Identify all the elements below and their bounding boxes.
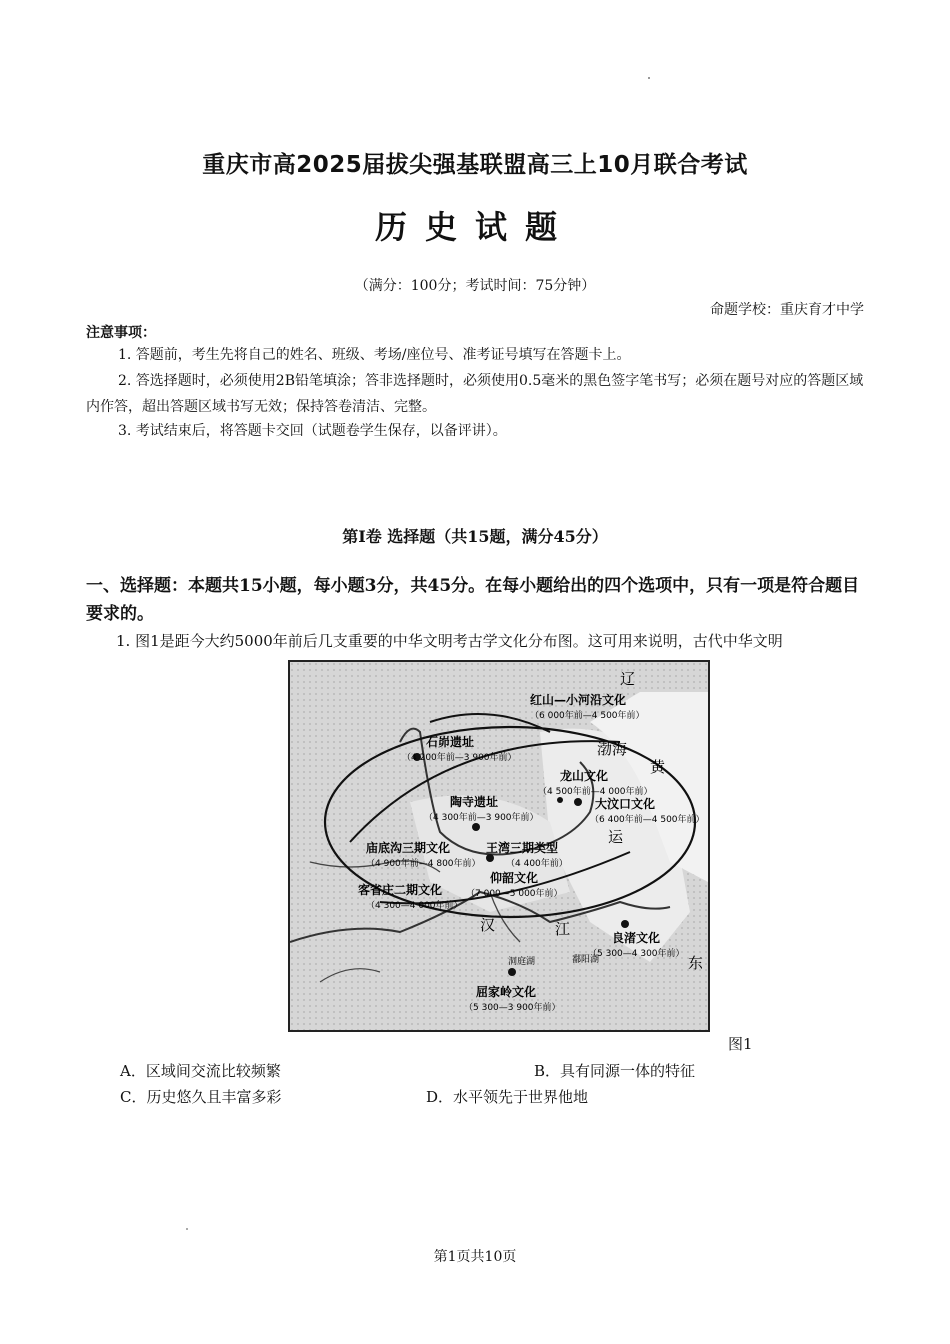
- culture-distribution-map: [288, 660, 710, 1032]
- page-footer: 第1页共10页: [433, 1249, 517, 1265]
- label-liao: 辽: [620, 670, 636, 688]
- part-heading: 第Ⅰ卷 选择题（共15题，满分45分）: [342, 527, 608, 546]
- label-longshan: 龙山文化: [560, 769, 609, 783]
- label-dong: 东: [688, 954, 704, 972]
- label-liangzhu: 良渚文化: [612, 931, 661, 945]
- label-yangshao: 仰韶文化: [490, 871, 539, 885]
- subject-title: 历史试题: [374, 208, 575, 246]
- label-yangshao-date: （7 000—5 000年前）: [466, 889, 563, 899]
- setter-school: 命题学校：重庆育才中学: [710, 302, 864, 318]
- map-drawing: [290, 662, 708, 1030]
- label-kexingzhuang: 客省庄二期文化: [358, 883, 443, 897]
- label-qujialing: 屈家岭文化: [476, 985, 537, 999]
- option-a: A．区域间交流比较频繁: [120, 1062, 281, 1080]
- section-heading: 一、选择题：本题共15小题，每小题3分，共45分。在每小题给出的四个选项中，只有一项是符合题目要求的。: [86, 576, 860, 624]
- label-poyang: 鄱阳湖: [572, 955, 600, 965]
- label-jiang: 江: [555, 920, 571, 938]
- option-d: D．水平领先于世界他地: [426, 1088, 589, 1106]
- notice-item-3: 3. 考试结束后，将答题卡交回（试题卷学生保存，以备评讲）。: [118, 423, 507, 439]
- label-shimao: 石峁遗址: [426, 735, 475, 749]
- label-miaodigou-date: （4 900年前—4 800年前）: [366, 859, 481, 869]
- label-shimao-date: （4 200年前—3 900年前）: [402, 753, 517, 763]
- scan-speck: [648, 77, 650, 79]
- label-liangzhu-date: （5 300—4 300年前）: [588, 949, 685, 959]
- score-info: （满分：100分；考试时间：75分钟）: [354, 278, 596, 294]
- notice-item-2: 2. 答选择题时，必须使用2B铅笔填涂；答非选择题时，必须使用0.5毫米的黑色签字笔书写；必须在题号对应的答题区域内作答，超出答题区域书写无效；保持答卷清洁、完整。: [86, 373, 864, 415]
- label-miaodigou: 庙底沟三期文化: [366, 841, 451, 855]
- label-wangwan-date: （4 400年前）: [506, 859, 568, 869]
- question-1-stem: 1. 图1是距今大约5000年前后几支重要的中华文明考古学文化分布图。这可用来说明，古代中华文明: [116, 632, 783, 650]
- label-wangwan: 王湾三期类型: [486, 841, 559, 855]
- label-qujialing-date: （5 300—3 900年前）: [464, 1003, 561, 1013]
- label-taosi: 陶寺遗址: [450, 795, 499, 809]
- option-b: B．具有同源一体的特征: [534, 1062, 696, 1080]
- label-dongting: 洞庭湖: [508, 957, 536, 967]
- label-dawenkou: 大汶口文化: [595, 797, 656, 811]
- label-bohai: 渤海: [597, 740, 628, 758]
- label-taosi-date: （4 300年前—3 900年前）: [424, 813, 539, 823]
- label-longshan-date: （4 500年前—4 000年前）: [538, 787, 653, 797]
- label-hongshan: 红山—小河沿文化: [530, 693, 627, 707]
- exam-title: 重庆市高2025届拔尖强基联盟高三上10月联合考试: [202, 152, 748, 178]
- label-yunhe: 运: [608, 828, 624, 846]
- label-huang: 黄: [650, 758, 666, 776]
- notice-heading: 注意事项：: [86, 325, 156, 341]
- label-han: 汉: [480, 916, 496, 934]
- figure-caption: 图1: [728, 1035, 753, 1053]
- option-c: C．历史悠久且丰富多彩: [120, 1088, 282, 1106]
- notice-item-1: 1. 答题前，考生先将自己的姓名、班级、考场/座位号、准考证号填写在答题卡上。: [118, 347, 631, 363]
- scan-speck: [186, 1228, 188, 1230]
- label-hongshan-date: （6 000年前—4 500年前）: [530, 711, 645, 721]
- label-kexingzhuang-date: （4 300—4 000年前）: [366, 901, 463, 911]
- label-dawenkou-date: （6 400年前—4 500年前）: [590, 815, 705, 825]
